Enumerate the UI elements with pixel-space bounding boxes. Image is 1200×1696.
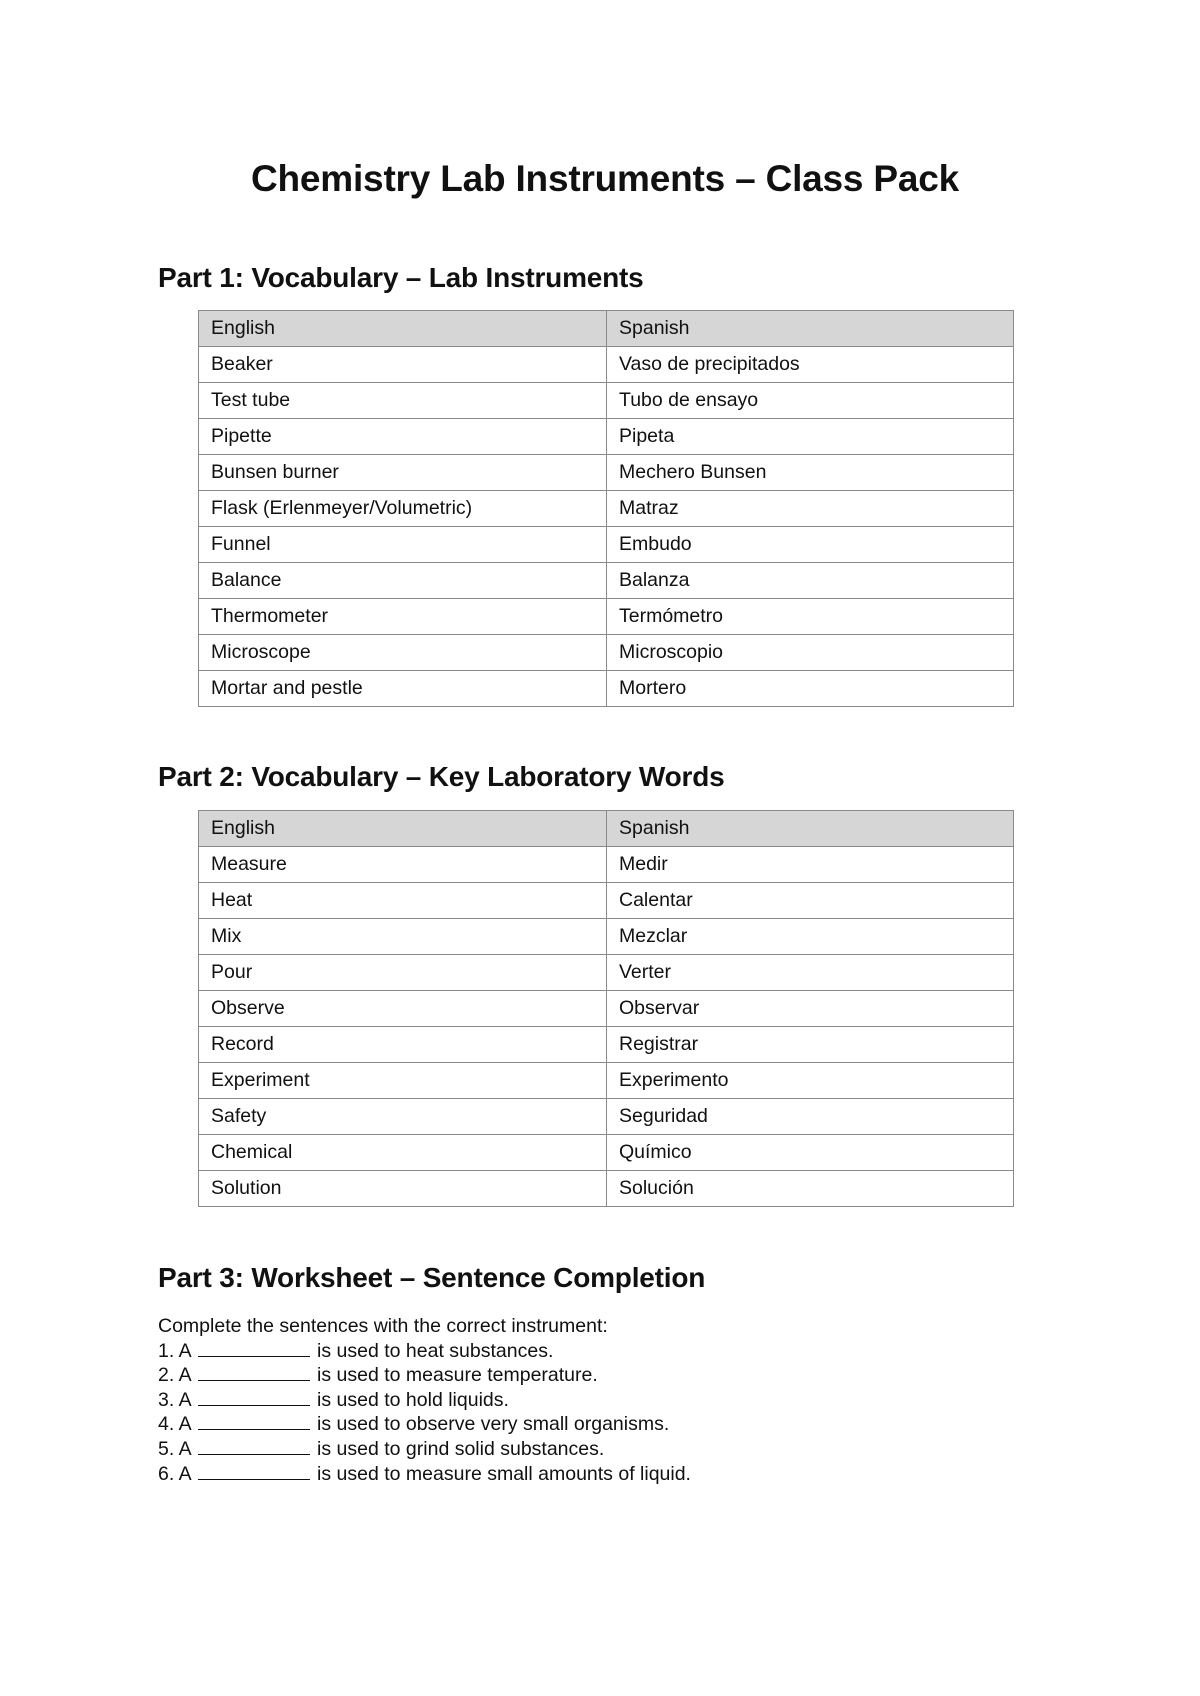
column-header-spanish: Spanish xyxy=(607,311,1014,347)
item-prefix: 5. A xyxy=(158,1437,192,1460)
answer-blank xyxy=(198,1389,310,1406)
answer-blank xyxy=(198,1438,310,1455)
spanish-term: Pipeta xyxy=(607,419,1014,455)
english-term: Experiment xyxy=(199,1063,607,1099)
item-prefix: 4. A xyxy=(158,1413,192,1436)
lab-words-vocab-table xyxy=(198,810,1014,1207)
answer-blank xyxy=(198,1413,310,1430)
spanish-term: Embudo xyxy=(607,527,1014,563)
english-term: Chemical xyxy=(199,1135,607,1171)
table-row xyxy=(199,455,1014,491)
item-suffix: is used to measure temperature. xyxy=(317,1364,598,1387)
table-header-row xyxy=(199,811,1014,847)
table-header-row xyxy=(199,311,1014,347)
english-term: Measure xyxy=(199,847,607,883)
worksheet-item xyxy=(158,1412,691,1437)
spanish-term: Microscopio xyxy=(607,635,1014,671)
item-suffix: is used to heat substances. xyxy=(317,1339,554,1362)
column-header-english: English xyxy=(199,311,607,347)
item-prefix: 3. A xyxy=(158,1388,192,1411)
english-term: Solution xyxy=(199,1171,607,1207)
spanish-term: Experimento xyxy=(607,1063,1014,1099)
english-term: Heat xyxy=(199,883,607,919)
item-suffix: is used to grind solid substances. xyxy=(317,1437,605,1460)
spanish-term: Termómetro xyxy=(607,599,1014,635)
table-row xyxy=(199,919,1014,955)
table-row xyxy=(199,599,1014,635)
table-row xyxy=(199,1027,1014,1063)
spanish-term: Seguridad xyxy=(607,1099,1014,1135)
document-title: Chemistry Lab Instruments – Class Pack xyxy=(250,158,959,199)
item-prefix: 1. A xyxy=(158,1339,192,1362)
english-term: Test tube xyxy=(199,383,607,419)
table-row xyxy=(199,383,1014,419)
english-term: Balance xyxy=(199,563,607,599)
spanish-term: Tubo de ensayo xyxy=(607,383,1014,419)
spanish-term: Medir xyxy=(607,847,1014,883)
english-term: Microscope xyxy=(199,635,607,671)
english-term: Safety xyxy=(199,1099,607,1135)
table-row xyxy=(199,847,1014,883)
table-row xyxy=(199,671,1014,707)
table-row xyxy=(199,419,1014,455)
english-term: Thermometer xyxy=(199,599,607,635)
answer-blank xyxy=(198,1463,310,1480)
table-row xyxy=(199,563,1014,599)
item-prefix: 6. A xyxy=(158,1462,192,1485)
worksheet-item xyxy=(158,1388,691,1413)
spanish-term: Verter xyxy=(607,955,1014,991)
item-suffix: is used to measure small amounts of liquid. xyxy=(317,1462,691,1485)
column-header-spanish: Spanish xyxy=(607,811,1014,847)
spanish-term: Químico xyxy=(607,1135,1014,1171)
worksheet-instruction: Complete the sentences with the correct instrument: xyxy=(158,1315,608,1337)
answer-blank xyxy=(198,1364,310,1381)
spanish-term: Matraz xyxy=(607,491,1014,527)
table-row xyxy=(199,1135,1014,1171)
spanish-term: Vaso de precipitados xyxy=(607,347,1014,383)
english-term: Record xyxy=(199,1027,607,1063)
spanish-term: Mezclar xyxy=(607,919,1014,955)
spanish-term: Observar xyxy=(607,991,1014,1027)
spanish-term: Mortero xyxy=(607,671,1014,707)
spanish-term: Solución xyxy=(607,1171,1014,1207)
english-term: Flask (Erlenmeyer/Volumetric) xyxy=(199,491,607,527)
table-row xyxy=(199,491,1014,527)
table-row xyxy=(199,1171,1014,1207)
part3-heading: Part 3: Worksheet – Sentence Completion xyxy=(158,1262,706,1293)
english-term: Pour xyxy=(199,955,607,991)
english-term: Funnel xyxy=(199,527,607,563)
column-header-english: English xyxy=(199,811,607,847)
item-suffix: is used to observe very small organisms. xyxy=(317,1413,670,1436)
item-suffix: is used to hold liquids. xyxy=(317,1388,509,1411)
worksheet-item xyxy=(158,1437,691,1462)
answer-blank xyxy=(198,1340,310,1357)
spanish-term: Calentar xyxy=(607,883,1014,919)
english-term: Observe xyxy=(199,991,607,1027)
worksheet-item xyxy=(158,1363,691,1388)
worksheet-item xyxy=(158,1462,691,1487)
part1-heading: Part 1: Vocabulary – Lab Instruments xyxy=(158,262,644,293)
spanish-term: Balanza xyxy=(607,563,1014,599)
english-term: Mix xyxy=(199,919,607,955)
english-term: Mortar and pestle xyxy=(199,671,607,707)
table-row xyxy=(199,527,1014,563)
table-row xyxy=(199,1063,1014,1099)
sentence-completion-worksheet xyxy=(158,1314,691,1486)
table-row xyxy=(199,635,1014,671)
spanish-term: Mechero Bunsen xyxy=(607,455,1014,491)
english-term: Bunsen burner xyxy=(199,455,607,491)
table-row xyxy=(199,1099,1014,1135)
table-row xyxy=(199,883,1014,919)
item-prefix: 2. A xyxy=(158,1364,192,1387)
instruments-vocab-table xyxy=(198,310,1014,707)
table-row xyxy=(199,955,1014,991)
table-row xyxy=(199,991,1014,1027)
worksheet-item xyxy=(158,1339,691,1364)
spanish-term: Registrar xyxy=(607,1027,1014,1063)
part2-heading: Part 2: Vocabulary – Key Laboratory Words xyxy=(158,761,725,792)
english-term: Pipette xyxy=(199,419,607,455)
english-term: Beaker xyxy=(199,347,607,383)
table-row xyxy=(199,347,1014,383)
